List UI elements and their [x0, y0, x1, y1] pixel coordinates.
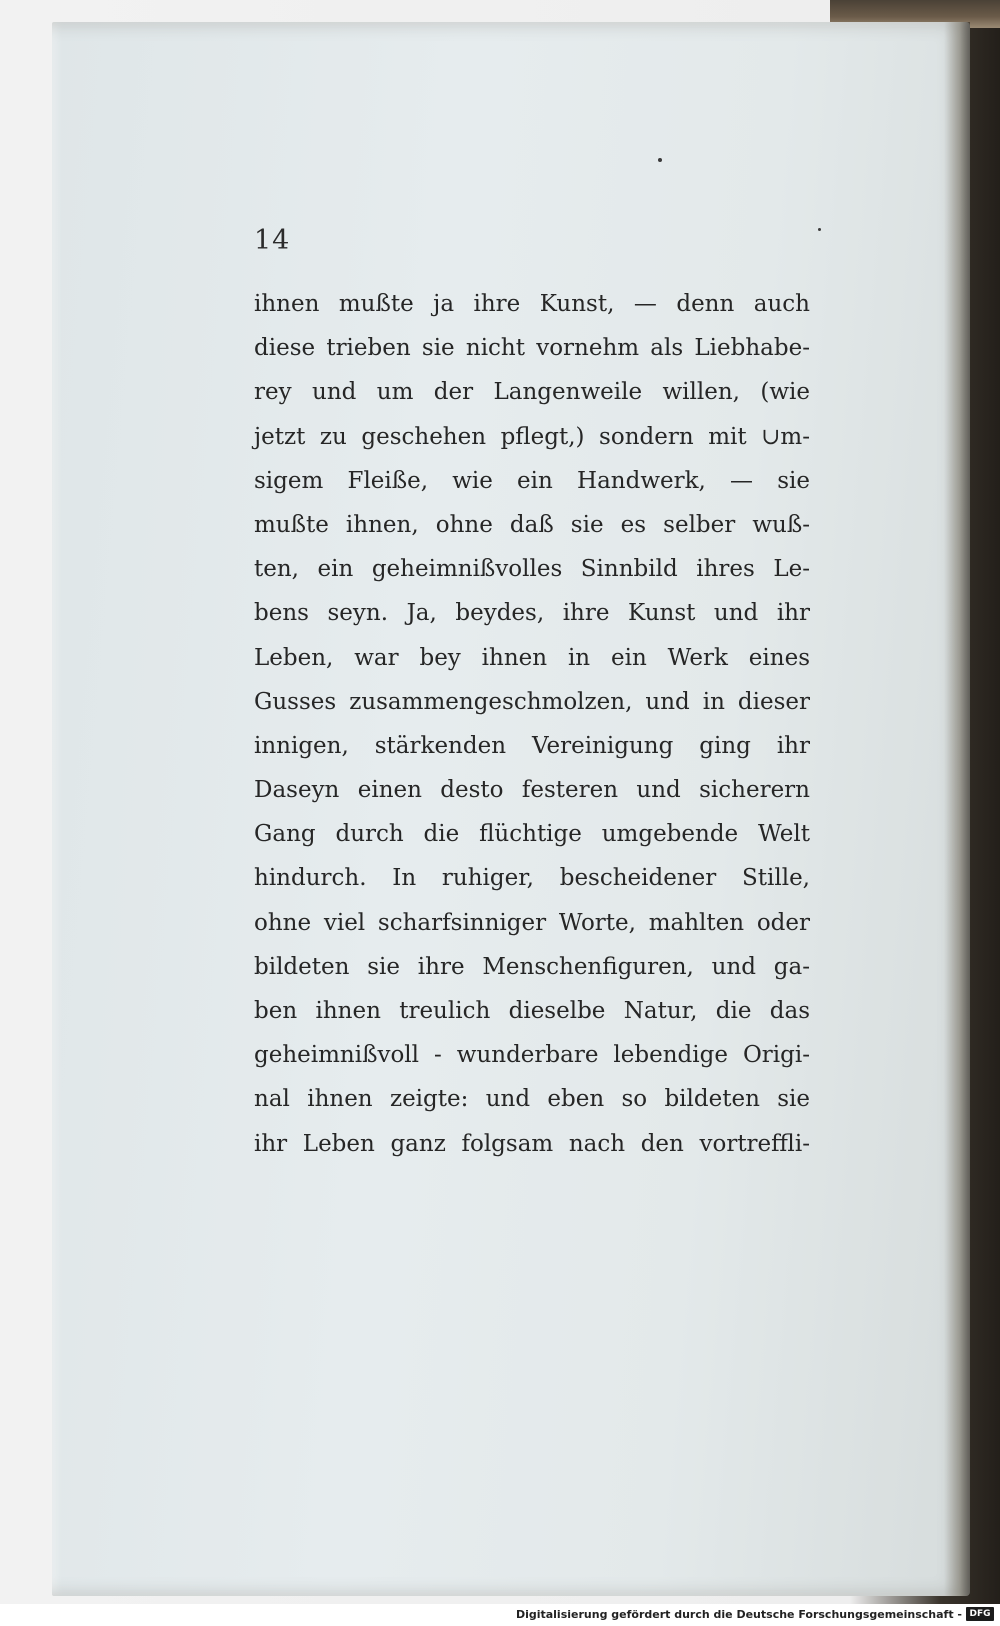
paper-speck	[658, 158, 662, 162]
text-line: ohne viel scharfsinniger Worte, mahlten oder	[254, 909, 810, 936]
text-line: diese trieben sie nicht vornehm als Liebhabe-	[254, 335, 810, 362]
text-line: Leben, war bey ihnen in ein Werk eines	[254, 644, 810, 671]
page-number: 14	[254, 225, 291, 256]
text-line: jetzt zu geschehen pflegt,) sondern mit ∪m-	[254, 423, 810, 450]
text-line: mußte ihnen, ohne daß sie es selber wuß-	[254, 511, 810, 538]
dfg-logo: DFG	[966, 1607, 994, 1621]
text-line: ten, ein geheimnißvolles Sinnbild ihres Le-	[254, 556, 810, 583]
text-line: Gusses zusammengeschmolzen, und in dieser	[254, 688, 810, 715]
text-line: hindurch. In ruhiger, bescheidener Stille,	[254, 865, 810, 892]
text-line: geheimnißvoll - wunderbare lebendige Origi-	[254, 1042, 810, 1069]
text-line: Gang durch die flüchtige umgebende Welt	[254, 821, 810, 848]
text-line: bildeten sie ihre Menschenfiguren, und ga-	[254, 953, 810, 980]
text-line: ben ihnen treulich dieselbe Natur, die das	[254, 998, 810, 1024]
text-line: sigem Fleiße, wie ein Handwerk, — sie	[254, 467, 810, 494]
text-line: ihr Leben ganz folgsam nach den vortreffli-	[254, 1130, 810, 1157]
paper-speck	[818, 228, 821, 231]
text-line: rey und um der Langenweile willen, (wie	[254, 379, 810, 406]
text-line: nal ihnen zeigte: und eben so bildeten sie	[254, 1086, 810, 1113]
footer-bar	[0, 1604, 1000, 1626]
text-line: ihnen mußte ja ihre Kunst, — denn auch	[254, 291, 810, 317]
body-text	[254, 282, 810, 1166]
funding-credit: Digitalisierung gefördert durch die Deutsche Forschungsgemeinschaft -	[515, 1608, 962, 1621]
text-line: bens seyn. Ja, beydes, ihre Kunst und ihr	[254, 600, 810, 627]
text-line: Daseyn einen desto festeren und sicherern	[254, 777, 810, 804]
text-line: innigen, stärkenden Vereinigung ging ihr	[254, 732, 810, 759]
page-edge-shadow	[944, 22, 970, 1596]
